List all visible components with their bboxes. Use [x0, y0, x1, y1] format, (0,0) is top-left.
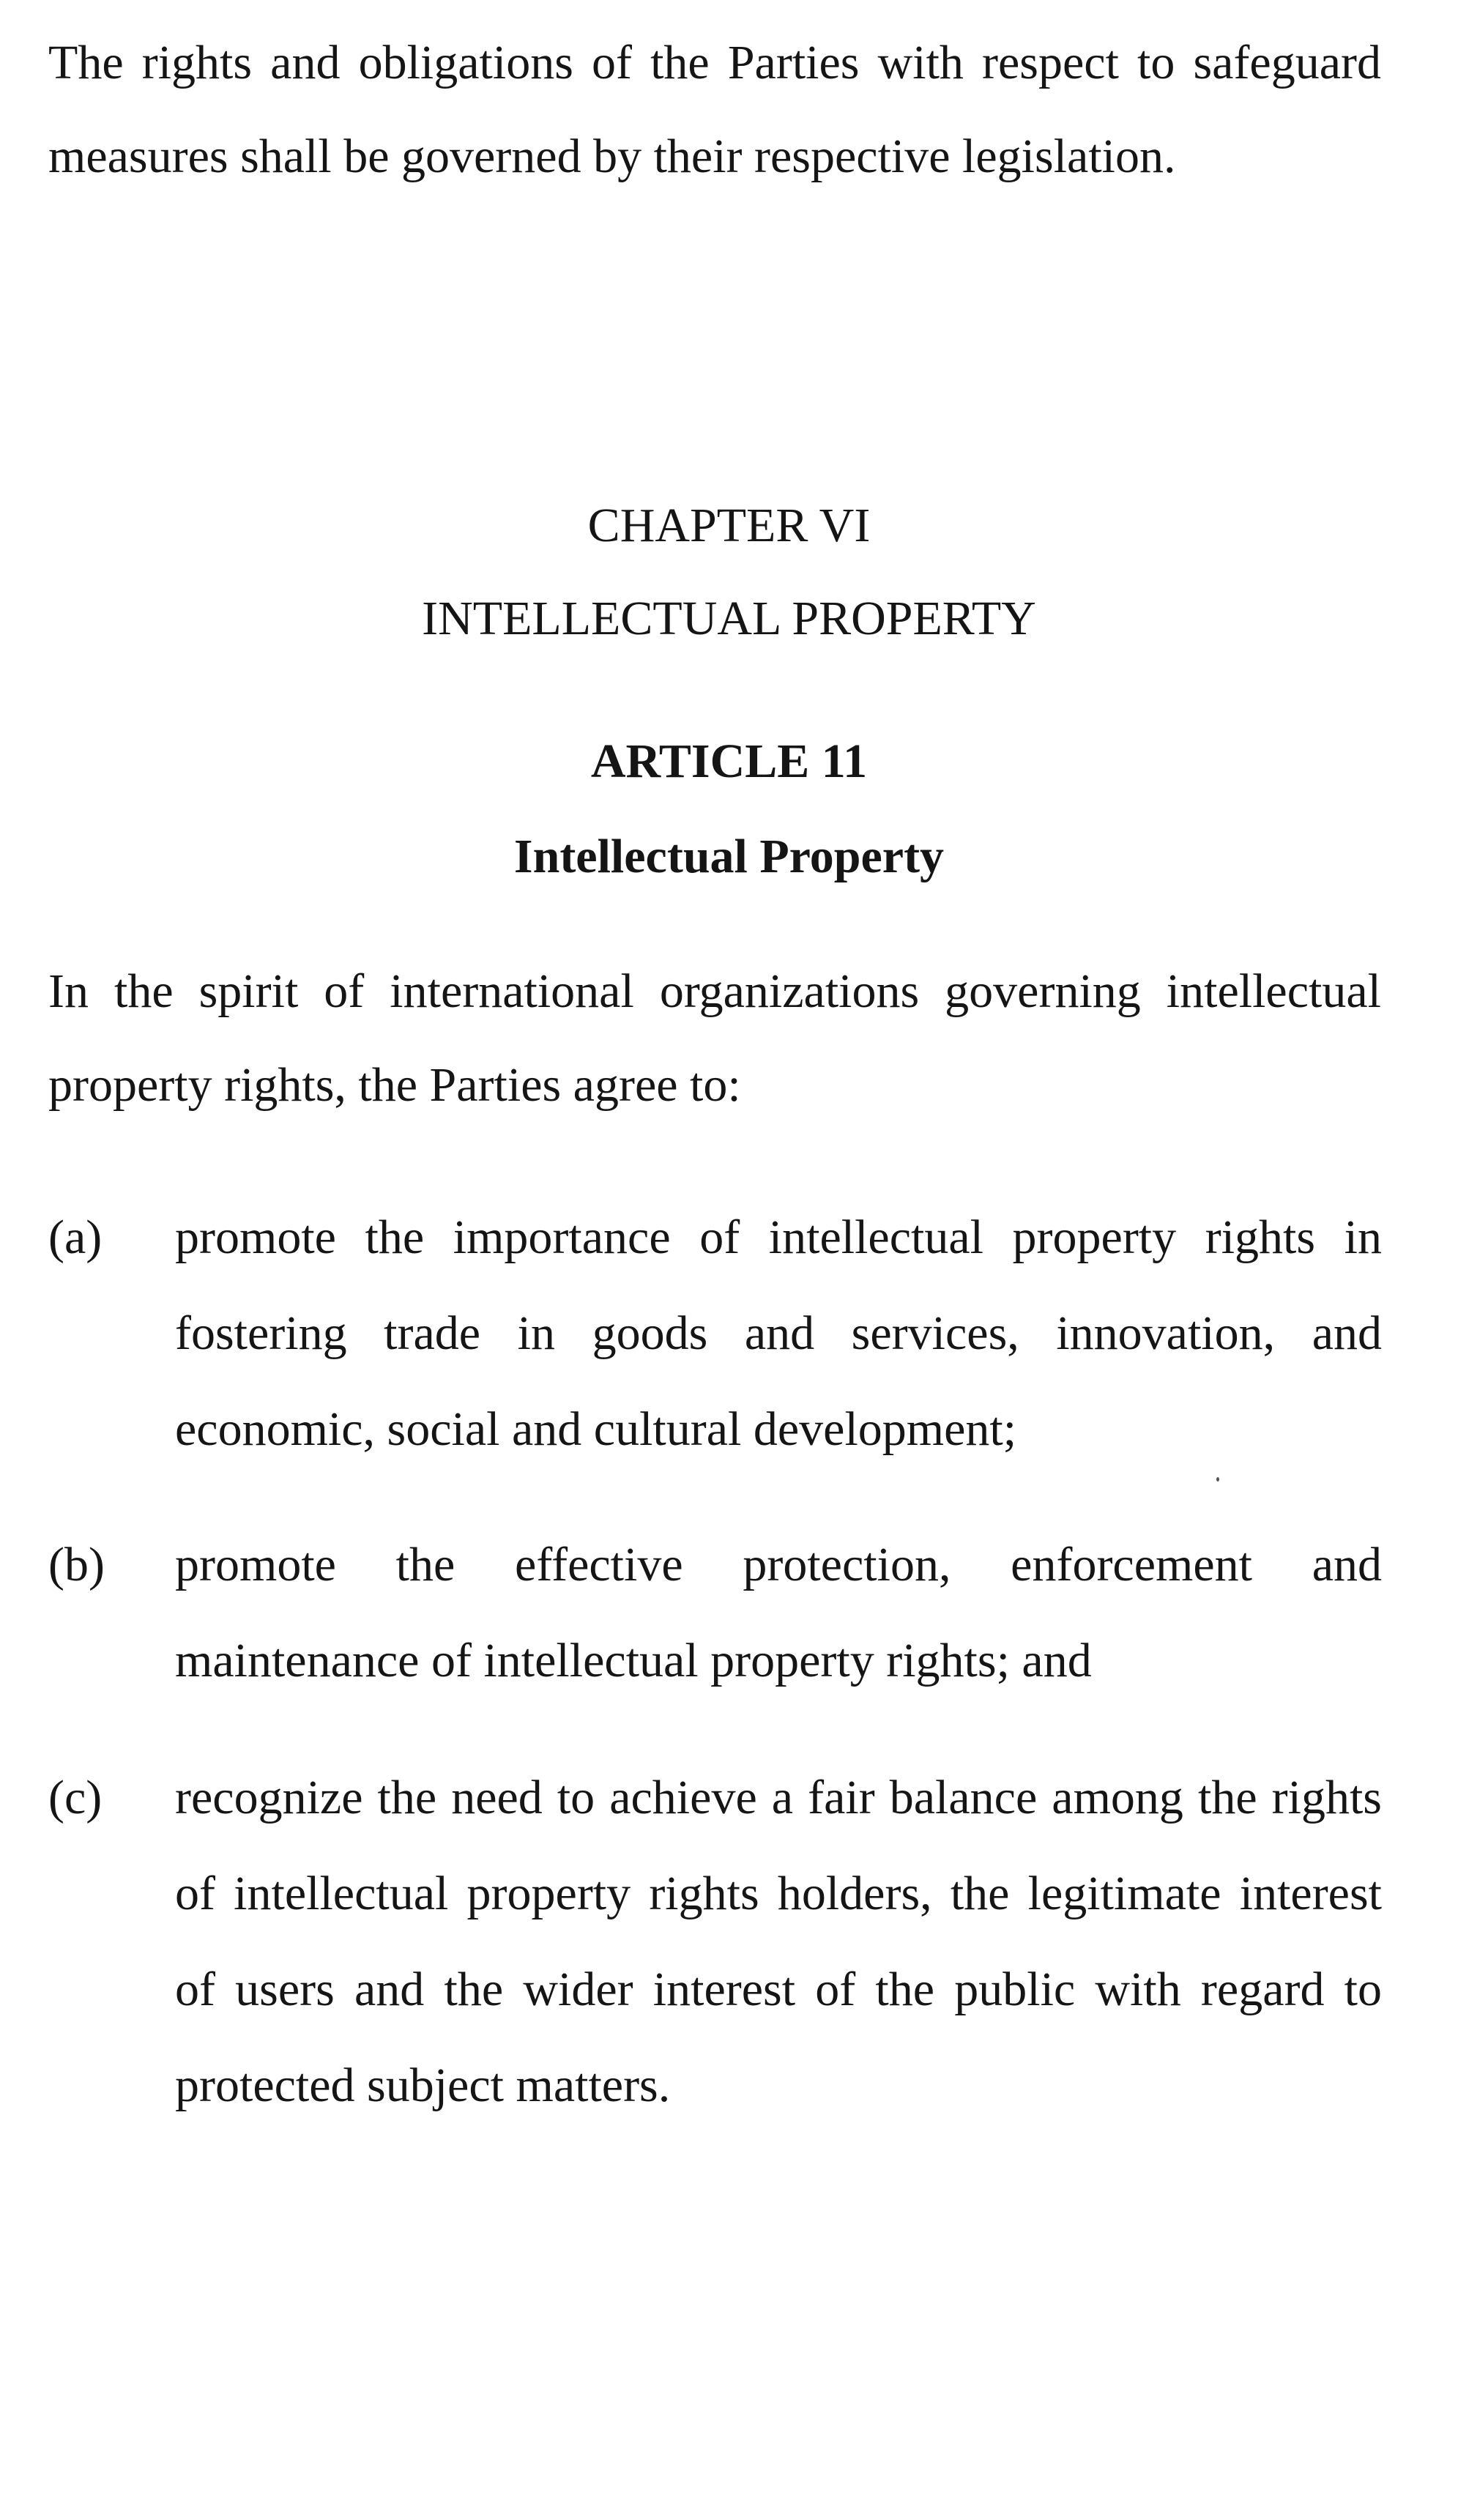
intro-paragraph: In the spirit of international organizations governing intellectual property rights, the Parties agree to: [48, 964, 1381, 1112]
safeguard-paragraph: The rights and obligations of the Parties with respect to safeguard measures shall be governed by their respective legislation. [48, 36, 1381, 183]
list-item-text: recognize the need to achieve a fair balance among the rights of intellectual property rights holders, the legitimate interest of users and the wider interest of the public with regard to protected subject matters. [175, 1771, 1382, 2112]
article-title: Intellectual Property [513, 830, 945, 883]
chapter-number: CHAPTER VI [587, 499, 871, 552]
list-item-label: (b) [48, 1538, 105, 1591]
chapter-title: INTELLECTUAL PROPERTY [422, 592, 1036, 645]
list-item-text: promote the effective protection, enforcement and maintenance of intellectual property rights; and [175, 1538, 1382, 1687]
list-item-text: promote the importance of intellectual property rights in fostering trade in goods and services, innovation, and economic, social and cultural development; [175, 1211, 1382, 1456]
list-item-label: (a) [48, 1211, 103, 1264]
scan-speck [1216, 1477, 1219, 1482]
list-item-label: (c) [48, 1771, 103, 1824]
article-number: ARTICLE 11 [590, 735, 868, 788]
